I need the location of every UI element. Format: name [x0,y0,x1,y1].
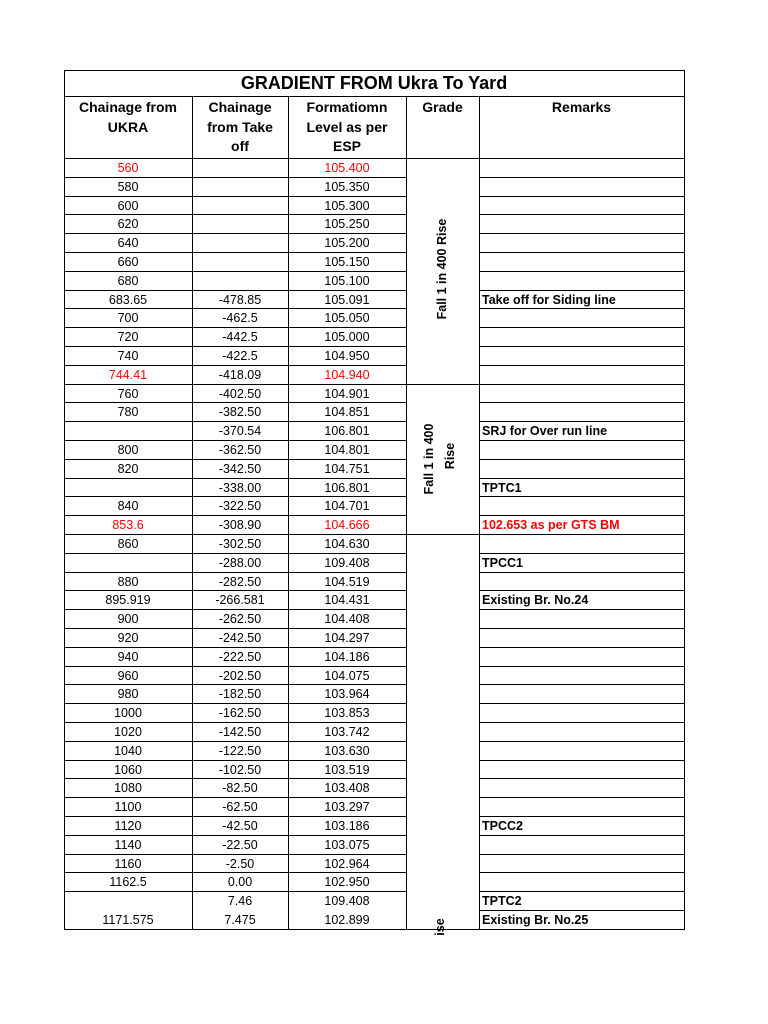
remarks-cell: TPTC2 [482,894,522,909]
chainage-ukra-cell: 760 [117,386,139,401]
table-row [0,667,768,686]
formation-level-cell: 106.801 [324,480,370,495]
chainage-ukra-cell: 960 [117,668,139,683]
grid-hline [479,478,685,479]
formation-level-cell: 102.950 [324,875,370,890]
grid-hline [64,421,407,422]
grid-hline [64,703,407,704]
table-row [0,328,768,347]
formation-level-cell: 105.150 [324,255,370,269]
chainage-takeoff-cell: -402.50 [218,386,262,401]
grid-hline [64,760,407,761]
chainage-ukra-cell: 1040 [114,743,142,758]
grid-hline [479,196,685,197]
grid-hline [64,572,407,573]
chainage-takeoff-cell: -202.50 [218,668,262,683]
table-row [0,873,768,892]
chainage-ukra-cell: 1140 [114,837,142,852]
formation-level-cell: 104.297 [324,631,370,645]
chainage-takeoff-cell: -418.09 [218,367,262,382]
chainage-takeoff-cell: -382.50 [218,405,262,420]
chainage-ukra-cell: 660 [117,255,139,269]
table-row [0,836,768,855]
grid-hline [64,929,685,930]
grid-hline [64,722,407,723]
grid-hline [479,590,685,591]
grid-hline [479,290,685,291]
chainage-takeoff-cell: -370.54 [218,424,262,439]
grid-vline [406,96,407,930]
grid-hline [64,290,407,291]
chainage-ukra-cell: 1171.575 [102,913,154,927]
remarks-cell: Existing Br. No.25 [482,913,589,927]
grade-label-fall-rise-2: Fall 1 in 400 [422,423,436,495]
remarks-cell: Existing Br. No.24 [482,593,589,608]
grid-hline [64,628,407,629]
grid-hline [479,308,685,309]
formation-level-cell: 104.431 [324,593,370,608]
grid-hline [479,421,685,422]
table-row [0,610,768,629]
chainage-ukra-cell: 920 [117,631,139,645]
chainage-ukra-cell: 1100 [114,800,142,815]
grid-vline [64,70,65,930]
grid-hline [479,271,685,272]
table-row [0,685,768,704]
sheet-title: GRADIENT FROM Ukra To Yard [240,73,508,93]
grid-hline [64,534,685,535]
formation-level-cell: 105.050 [324,311,370,326]
grid-hline [479,910,685,911]
chainage-takeoff-cell: -162.50 [218,706,262,721]
chainage-takeoff-cell: -442.5 [222,330,258,345]
grid-hline [64,647,407,648]
table-row [0,648,768,667]
table-row [0,253,768,272]
header-line: Remarks [551,99,612,115]
chainage-takeoff-cell: -478.85 [218,292,262,307]
grid-hline [479,214,685,215]
grid-hline [479,891,685,892]
header-line: Grade [422,99,463,115]
grade-label-rise-2: Rise [443,442,457,470]
formation-level-cell: 104.519 [324,574,370,589]
formation-level-cell: 104.901 [324,386,370,401]
grid-hline [479,778,685,779]
formation-level-cell: 104.630 [324,537,370,551]
table-row [0,761,768,780]
chainage-ukra-cell: 620 [117,217,139,232]
grid-hline [479,402,685,403]
grid-hline [479,854,685,855]
chainage-takeoff-cell: -338.00 [218,480,262,495]
chainage-ukra-cell: 860 [117,537,139,551]
table-row [0,516,768,535]
chainage-ukra-cell: 820 [117,461,139,476]
grid-hline [479,252,685,253]
grid-hline [479,515,685,516]
chainage-ukra-cell: 853.6 [112,518,144,533]
grid-hline [64,872,407,873]
formation-level-cell: 104.950 [324,349,370,363]
formation-level-cell: 109.408 [324,555,370,570]
remarks-cell: 102.653 as per GTS BM [482,518,620,533]
table-row [0,479,768,498]
formation-level-cell: 104.186 [324,649,370,664]
grid-hline [64,96,685,97]
grid-hline [479,741,685,742]
chainage-takeoff-cell: -242.50 [218,631,262,645]
grid-hline [64,271,407,272]
remarks-cell: TPCC2 [482,819,523,833]
chainage-takeoff-cell: -142.50 [218,725,262,739]
grid-hline [64,778,407,779]
grid-hline [64,233,407,234]
table-row [0,234,768,253]
chainage-ukra-cell: 744.41 [108,367,148,382]
grid-hline [64,590,407,591]
chainage-ukra-cell: 800 [117,443,139,457]
chainage-takeoff-cell: -82.50 [222,781,258,796]
grid-hline [479,647,685,648]
remarks-cell: Take off for Siding line [482,292,616,307]
table-row [0,742,768,761]
grid-hline [479,496,685,497]
grid-hline [64,402,407,403]
formation-level-cell: 103.964 [324,687,370,702]
chainage-takeoff-cell: 0.00 [227,875,253,890]
chainage-ukra-cell: 780 [117,405,139,420]
grade-label-fall-rise-1: Fall 1 in 400 Rise [435,218,449,320]
table-row [0,403,768,422]
chainage-ukra-cell: 895.919 [105,593,151,608]
grid-hline [479,553,685,554]
table-row [0,347,768,366]
chainage-ukra-cell: 1060 [114,762,142,777]
formation-level-cell: 104.940 [324,367,370,382]
formation-level-cell: 109.408 [324,894,370,909]
grid-hline [479,459,685,460]
header-chainage-takeoff [192,98,288,157]
grid-hline [479,816,685,817]
grade-label-rise-3: ise [433,918,447,936]
grid-hline [64,666,407,667]
chainage-takeoff-cell: -42.50 [222,819,258,833]
grid-hline [479,365,685,366]
chainage-takeoff-cell: -2.50 [225,856,255,871]
table-row [0,272,768,291]
table-row [0,159,768,178]
formation-level-cell: 103.630 [324,743,370,758]
header-remarks [479,98,684,118]
formation-level-cell: 103.297 [324,800,370,815]
grid-hline [64,459,407,460]
chainage-takeoff-cell: -62.50 [222,800,258,815]
chainage-ukra-cell: 840 [117,499,139,514]
grid-hline [64,496,407,497]
header-line: off [231,138,249,154]
grid-hline [479,684,685,685]
table-row [0,366,768,385]
grid-vline [288,96,289,930]
remarks-cell: TPTC1 [482,480,522,495]
grid-hline [479,327,685,328]
grid-hline [479,872,685,873]
chainage-takeoff-cell: -302.50 [218,537,262,551]
formation-level-cell: 102.964 [324,856,370,871]
grid-hline [64,252,407,253]
table-row [0,723,768,742]
formation-level-cell: 104.801 [324,443,370,457]
formation-level-cell: 104.408 [324,612,370,627]
chainage-takeoff-cell: -308.90 [218,518,262,533]
chainage-ukra-cell: 683.65 [108,292,148,307]
chainage-ukra-cell: 700 [117,311,139,326]
chainage-ukra-cell: 1120 [114,819,142,833]
grid-hline [64,365,407,366]
formation-level-cell: 105.091 [324,292,370,307]
table-row [0,178,768,197]
formation-level-cell: 106.801 [324,424,370,439]
table-row [0,817,768,836]
grid-hline [479,835,685,836]
table-row [0,855,768,874]
formation-level-cell: 104.751 [324,461,370,476]
grid-hline [64,684,407,685]
formation-level-cell: 105.200 [324,236,370,251]
formation-level-cell: 104.851 [324,405,370,420]
table-row [0,535,768,554]
formation-level-cell: 105.000 [324,330,370,345]
chainage-ukra-cell: 720 [117,330,139,345]
formation-level-cell: 103.408 [324,781,370,796]
remarks-cell: SRJ for Over run line [482,424,608,439]
grid-hline [64,478,407,479]
grid-vline [192,96,193,930]
grid-vline [479,96,480,930]
grid-hline [479,722,685,723]
chainage-ukra-cell: 580 [117,179,139,194]
grid-hline [64,327,407,328]
grid-hline [64,515,407,516]
chainage-takeoff-cell: -282.50 [218,574,262,589]
grid-hline [479,233,685,234]
chainage-ukra-cell: 640 [117,236,139,251]
chainage-takeoff-cell: -222.50 [218,649,262,664]
header-chainage-ukra [64,98,192,137]
grid-hline [64,158,685,159]
chainage-ukra-cell: 900 [117,612,139,627]
chainage-takeoff-cell: -266.581 [215,593,265,608]
grid-hline [64,609,407,610]
table-row [0,422,768,441]
table-row [0,629,768,648]
chainage-takeoff-cell: -322.50 [218,499,262,514]
chainage-takeoff-cell: -22.50 [222,837,258,852]
grid-hline [479,440,685,441]
grid-hline [479,666,685,667]
grid-vline [684,70,685,930]
header-line: UKRA [107,118,149,135]
header-line: Chainage from [78,99,177,115]
table-row [0,798,768,817]
formation-level-cell: 103.853 [324,706,370,721]
formation-level-cell: 104.666 [324,518,370,533]
table-row [0,573,768,592]
chainage-takeoff-cell: -182.50 [218,687,262,702]
formation-level-cell: 103.519 [324,762,370,777]
grid-hline [479,572,685,573]
chainage-takeoff-cell: -102.50 [218,762,262,777]
chainage-ukra-cell: 680 [117,273,139,288]
grid-hline [479,177,685,178]
formation-level-cell: 103.186 [324,819,370,833]
header-line: Chainage [208,99,272,115]
remarks-cell: TPCC1 [482,555,523,570]
table-row [0,291,768,310]
grid-hline [479,797,685,798]
chainage-takeoff-cell: -462.5 [222,311,258,326]
grid-hline [64,177,407,178]
formation-level-cell: 104.701 [324,499,370,514]
grid-hline [479,703,685,704]
grid-hline [479,346,685,347]
grid-hline [64,196,407,197]
grid-hline [64,346,407,347]
grid-hline [479,760,685,761]
table-row [0,779,768,798]
formation-level-cell: 103.075 [324,837,370,852]
formation-level-cell: 104.075 [324,668,370,683]
chainage-ukra-cell: 1000 [114,706,142,721]
formation-level-cell: 105.250 [324,217,370,232]
chainage-takeoff-cell: -422.5 [222,349,258,363]
chainage-ukra-cell: 1162.5 [109,875,147,890]
chainage-takeoff-cell: -342.50 [218,461,262,476]
formation-level-cell: 105.400 [324,161,370,175]
table-row [0,911,768,930]
header-line: from Take [207,118,273,135]
table-row [0,197,768,216]
chainage-takeoff-cell: -122.50 [218,743,262,758]
chainage-ukra-cell: 740 [117,349,139,363]
grid-hline [64,835,407,836]
grid-hline [64,741,407,742]
grid-hline [64,816,407,817]
grid-hline [64,440,407,441]
header-line: Formatiomn [306,99,388,115]
chainage-takeoff-cell: 7.475 [224,913,256,927]
chainage-ukra-cell: 980 [117,687,139,702]
chainage-ukra-cell: 560 [117,161,139,175]
grid-hline [64,308,407,309]
formation-level-cell: 105.100 [324,273,370,288]
chainage-takeoff-cell: -362.50 [218,443,262,457]
grid-hline [64,214,407,215]
grid-hline [64,70,685,71]
chainage-ukra-cell: 940 [117,649,139,664]
table-row [0,309,768,328]
table-row [0,441,768,460]
chainage-takeoff-cell: -262.50 [218,612,262,627]
table-row [0,591,768,610]
chainage-ukra-cell: 600 [117,198,139,213]
formation-level-cell: 102.899 [324,913,370,927]
chainage-takeoff-cell: -288.00 [218,555,262,570]
grid-hline [479,609,685,610]
grid-hline [64,797,407,798]
formation-level-cell: 105.300 [324,198,370,213]
grid-hline [64,553,407,554]
chainage-ukra-cell: 1020 [114,725,142,739]
chainage-takeoff-cell: 7.46 [227,894,253,909]
header-line: Level as per [306,118,388,135]
header-formation-level [288,98,406,157]
formation-level-cell: 105.350 [324,179,370,194]
header-grade [406,98,479,118]
chainage-ukra-cell: 880 [117,574,139,589]
table-row [0,704,768,723]
table-row [0,554,768,573]
table-row [0,892,768,911]
grid-hline [64,384,685,385]
formation-level-cell: 103.742 [324,725,370,739]
grid-hline [479,628,685,629]
grid-hline [64,854,407,855]
chainage-ukra-cell: 1160 [114,856,142,871]
header-line: ESP [332,138,361,154]
grid-hline [64,891,407,892]
table-row [0,215,768,234]
table-row [0,385,768,404]
chainage-ukra-cell: 1080 [114,781,142,796]
table-row [0,460,768,479]
table-row [0,497,768,516]
